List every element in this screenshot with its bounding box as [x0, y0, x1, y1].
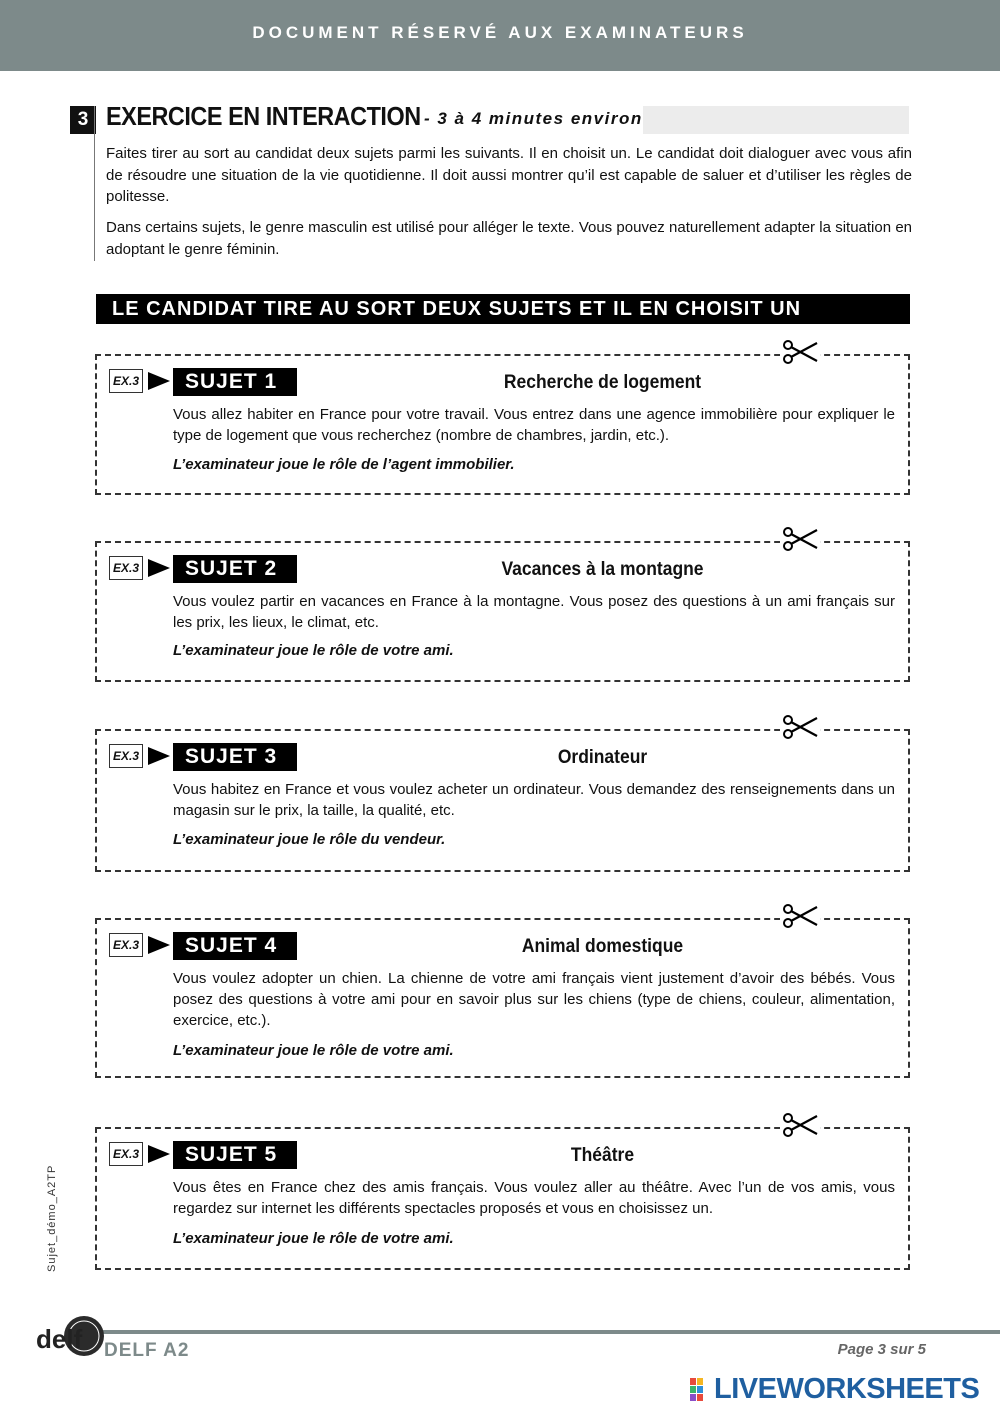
ex-tag: EX.3 — [109, 1142, 143, 1166]
scissors-icon — [780, 1109, 820, 1141]
grey-score-box — [643, 106, 909, 134]
document-code: Sujet_démo_A2TP — [46, 1164, 58, 1272]
exercise-number: 3 — [70, 106, 96, 134]
scissors-icon — [780, 336, 820, 368]
watermark-text: LIVEWORKSHEETS — [714, 1373, 980, 1405]
subject-title: Vacances à la montagne — [501, 559, 704, 580]
subject-card-5 — [95, 1127, 910, 1270]
ex-tag: EX.3 — [109, 933, 143, 957]
subject-card-2 — [95, 541, 910, 682]
banner-text: DOCUMENT RÉSERVÉ AUX EXAMINATEURS — [252, 23, 748, 42]
ex-tag: EX.3 — [109, 369, 143, 393]
ex-tag: EX.3 — [109, 744, 143, 768]
subject-card-4 — [95, 918, 910, 1078]
scissors-icon — [780, 523, 820, 555]
subject-label: SUJET 4 — [173, 932, 297, 960]
ex-tag: EX.3 — [109, 556, 143, 580]
subject-label: SUJET 2 — [173, 555, 297, 583]
examiner-role: L’examinateur joue le rôle de l’agent immobilier. — [173, 456, 515, 473]
exercise-title: EXERCICE EN INTERACTION — [106, 101, 421, 131]
delf-logo-text: delf — [36, 1324, 83, 1354]
arrow-right-icon — [148, 1145, 170, 1163]
subject-title: Animal domestique — [521, 936, 684, 957]
subject-card-1 — [95, 354, 910, 495]
subject-body: Vous habitez en France et vous voulez acheter un ordinateur. Vous demandez des renseignements dans un magasin sur le prix, la taille, la qualité, etc. — [173, 781, 895, 819]
subject-body: Vous voulez adopter un chien. La chienne de votre ami français vient justement d’avoir des bébés. Vous posez des questions à votre ami pour en savoir plus sur les chiens (type de chiens, couleur, alimentation, exercice, etc.). — [173, 970, 895, 1029]
instructions-paragraph-1: Faites tirer au sort au candidat deux sujets parmi les suivants. Il en choisit un. Le candidat doit dialoguer avec vous afin de résoudre une situation de la vie quotidienne. Il doit aussi montrer qu’il est capable de saluer et d’utiliser les règles de politesse. — [106, 145, 912, 205]
scissors-icon — [780, 711, 820, 743]
subject-title: Recherche de logement — [503, 372, 702, 393]
instructions-paragraph-2: Dans certains sujets, le genre masculin est utilisé pour alléger le texte. Vous pouvez naturellement adapter la situation en adoptant le genre féminin. — [106, 219, 912, 258]
examiner-role: L’examinateur joue le rôle de votre ami. — [173, 1230, 454, 1247]
arrow-right-icon — [148, 559, 170, 577]
arrow-right-icon — [148, 372, 170, 390]
examiner-role: L’examinateur joue le rôle de votre ami. — [173, 642, 454, 659]
subject-card-3 — [95, 729, 910, 872]
section-heading: LE CANDIDAT TIRE AU SORT DEUX SUJETS ET IL EN CHOISIT UN — [96, 294, 910, 324]
examiner-role: L’examinateur joue le rôle du vendeur. — [173, 831, 446, 848]
liveworksheets-icon — [690, 1378, 712, 1402]
examiner-role: L’examinateur joue le rôle de votre ami. — [173, 1042, 454, 1059]
scissors-icon — [780, 900, 820, 932]
subject-title: Ordinateur — [557, 747, 648, 768]
header-banner — [0, 0, 1000, 71]
exercise-margin-line — [94, 106, 95, 261]
subject-body: Vous êtes en France chez des amis français. Vous voulez aller au théâtre. Avec l’un de vos amis, vous regardez sur internet les différents spectacles proposés et vous en choisissez un. — [173, 1179, 895, 1217]
delf-logo — [34, 1310, 104, 1362]
page-number: Page 3 sur 5 — [837, 1341, 926, 1358]
arrow-right-icon — [148, 936, 170, 954]
exercise-duration: - 3 à 4 minutes environ — [424, 109, 643, 128]
footer-divider — [100, 1330, 1000, 1334]
exam-level: DELF A2 — [104, 1340, 190, 1361]
liveworksheets-watermark — [690, 1373, 990, 1407]
subject-title: Théâtre — [570, 1145, 635, 1166]
subject-body: Vous voulez partir en vacances en France à la montagne. Vous posez des questions à un ami français sur les prix, les lieux, le climat, etc. — [173, 593, 895, 631]
subject-body: Vous allez habiter en France pour votre travail. Vous entrez dans une agence immobilière pour expliquer le type de logement que vous recherchez (nombre de chambres, jardin, etc.). — [173, 406, 895, 444]
subject-label: SUJET 1 — [173, 368, 297, 396]
subject-label: SUJET 3 — [173, 743, 297, 771]
arrow-right-icon — [148, 747, 170, 765]
subject-label: SUJET 5 — [173, 1141, 297, 1169]
